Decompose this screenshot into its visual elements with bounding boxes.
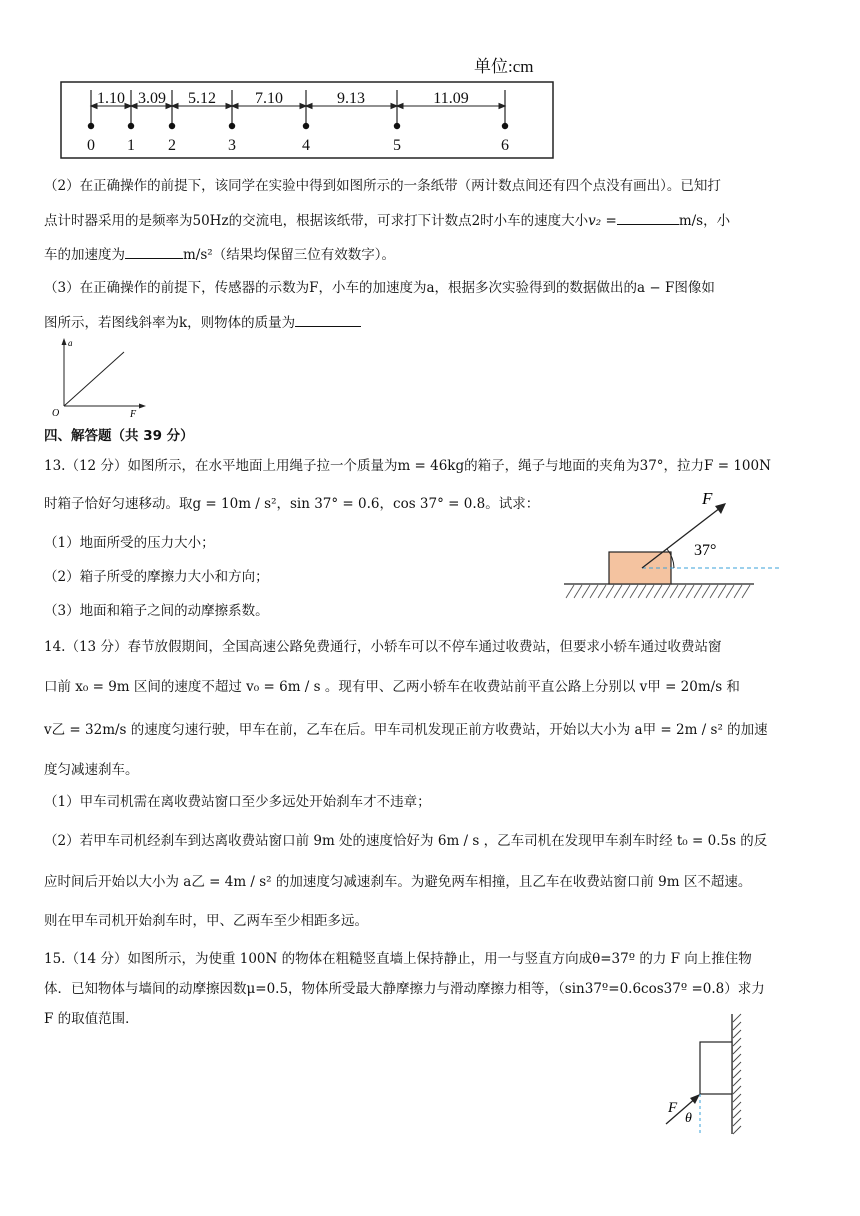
tape-segment-label: 9.13	[337, 90, 365, 107]
tape-dot	[88, 123, 94, 129]
tape-dot	[229, 123, 235, 129]
graph-origin-label: O	[52, 408, 60, 419]
q14-line4: 度匀减速刹车。	[44, 762, 139, 778]
rope-force-arrow	[642, 508, 720, 568]
answer-blank-v2[interactable]	[617, 210, 679, 225]
block	[700, 1042, 732, 1094]
q15-line3: F 的取值范围．	[44, 1011, 139, 1027]
q12-v2-symbol: v₂ =	[588, 213, 617, 229]
answer-blank-accel[interactable]	[125, 244, 183, 259]
q14-sub1: （1）甲车司机需在离收费站窗口至少多远处开始刹车才不违章；	[44, 794, 431, 810]
q15-line2: 体．已知物体与墙间的动摩擦因数μ=0.5，物体所受最大静摩擦力与滑动摩擦力相等，（sin37º=0.6cos37º =0.8）求力	[44, 981, 765, 997]
graph-y-label: a	[68, 338, 73, 348]
q14-sub2c: 则在甲车司机开始刹车时，甲、乙两车至少相距多远。	[44, 913, 368, 929]
q13-sub2: （2）箱子所受的摩擦力大小和方向；	[44, 569, 269, 585]
q12-part3-line1: （3）在正确操作的前提下，传感器的示数为F，小车的加速度为a，根据多次实验得到的数据做出的a − F图像如	[44, 280, 715, 296]
angle-label: 37°	[694, 542, 717, 559]
tape-point-label: 3	[228, 137, 236, 154]
q14-line2: 口前 x₀ = 9m 区间的速度不超过 v₀ = 6m / s 。现有甲、乙两小轿车在收费站前平直公路上分别以 v甲 = 20m/s 和	[44, 679, 740, 695]
q13-line1: 13.（12 分）如图所示，在水平地面上用绳子拉一个质量为m = 46kg的箱子，绳子与地面的夹角为37°，拉力F = 100N	[44, 458, 771, 474]
tape-dot	[169, 123, 175, 129]
tape-dots	[88, 123, 508, 129]
q12-part2-line2	[44, 210, 834, 231]
box	[609, 552, 671, 584]
tape-point-label: 0	[87, 137, 95, 154]
tape-segment-label: 3.09	[138, 90, 166, 107]
tape-point-label: 4	[302, 137, 310, 154]
tape-point-label: 5	[393, 137, 401, 154]
ticker-tape-figure	[60, 74, 554, 160]
force-label: F	[702, 489, 713, 508]
tape-dot	[303, 123, 309, 129]
q13-line2: 时箱子恰好匀速移动。取g = 10m / s²，sin 37° = 0.6，cos 37° = 0.8。试求：	[44, 496, 540, 512]
tape-dot	[502, 123, 508, 129]
q12-unit-ms2: m/s²（结果均保留三位有效数字）。	[183, 247, 395, 263]
q14-sub2: （2）若甲车司机经刹车到达离收费站窗口前 9m 处的速度恰好为 6m / s ，乙车司机在发现甲车刹车时经 t₀ = 0.5s 的反	[44, 833, 768, 849]
q14-line3: v乙 = 32m/s 的速度匀速行驶，甲车在前，乙车在后。甲车司机发现正前方收费站，开始以大小为 a甲 = 2m / s² 的加速	[44, 722, 768, 738]
q12-part3-line2	[44, 312, 834, 333]
q12-mass-text: 图所示，若图线斜率为k，则物体的质量为	[44, 315, 296, 331]
q12-part2-line3	[44, 244, 834, 265]
force-label: F	[668, 1100, 678, 1116]
q14-line1: 14.（13 分）春节放假期间，全国高速公路免费通行，小轿车可以不停车通过收费站，但要求小轿车通过收费站窗	[44, 639, 722, 655]
tape-point-label: 6	[501, 137, 509, 154]
tape-segment-label: 1.10	[97, 90, 125, 107]
q13-sub3: （3）地面和箱子之间的动摩擦系数。	[44, 603, 269, 619]
tape-unit-label: 单位:cm	[474, 57, 534, 76]
q13-box-figure	[560, 484, 784, 604]
tape-point-label: 1	[127, 137, 135, 154]
q14-sub2b: 应时间后开始以大小为 a乙 = 4m / s² 的加速度匀减速刹车。为避免两车相撞，且乙车在收费站窗口前 9m 区不超速。	[44, 874, 752, 890]
q15-line1: 15.（14 分）如图所示，为使重 100N 的物体在粗糙竖直墙上保持静止，用一与竖直方向成θ=37º 的力 F 向上推住物	[44, 951, 752, 967]
q12-part2-line1: （2）在正确操作的前提下，该同学在实验中得到如图所示的一条纸带（两计数点间还有四个点没有画出）。已知打	[44, 178, 721, 194]
answer-blank-mass[interactable]	[295, 312, 361, 327]
section-title: 四、解答题（共 39 分）	[44, 428, 194, 444]
q12-accel-text: 车的加速度为	[44, 247, 125, 263]
tape-dot	[128, 123, 134, 129]
q12-part2-text: 点计时器采用的是频率为50Hz的交流电，根据该纸带，可求打下计数点2时小车的速度大小	[44, 213, 589, 229]
q12-unit-ms: m/s，小	[678, 213, 731, 229]
tape-segment-label: 11.09	[433, 90, 469, 107]
tape-point-label: 2	[168, 137, 176, 154]
graph-x-label: F	[130, 409, 137, 420]
angle-label: θ	[685, 1111, 692, 1126]
q13-sub1: （1）地面所受的压力大小；	[44, 535, 215, 551]
q15-wall-figure	[660, 1012, 760, 1136]
tape-segment-label: 5.12	[188, 90, 216, 107]
a-f-line	[64, 352, 124, 406]
tape-segment-label: 7.10	[255, 90, 283, 107]
a-f-graph	[46, 334, 156, 420]
tape-dot	[394, 123, 400, 129]
